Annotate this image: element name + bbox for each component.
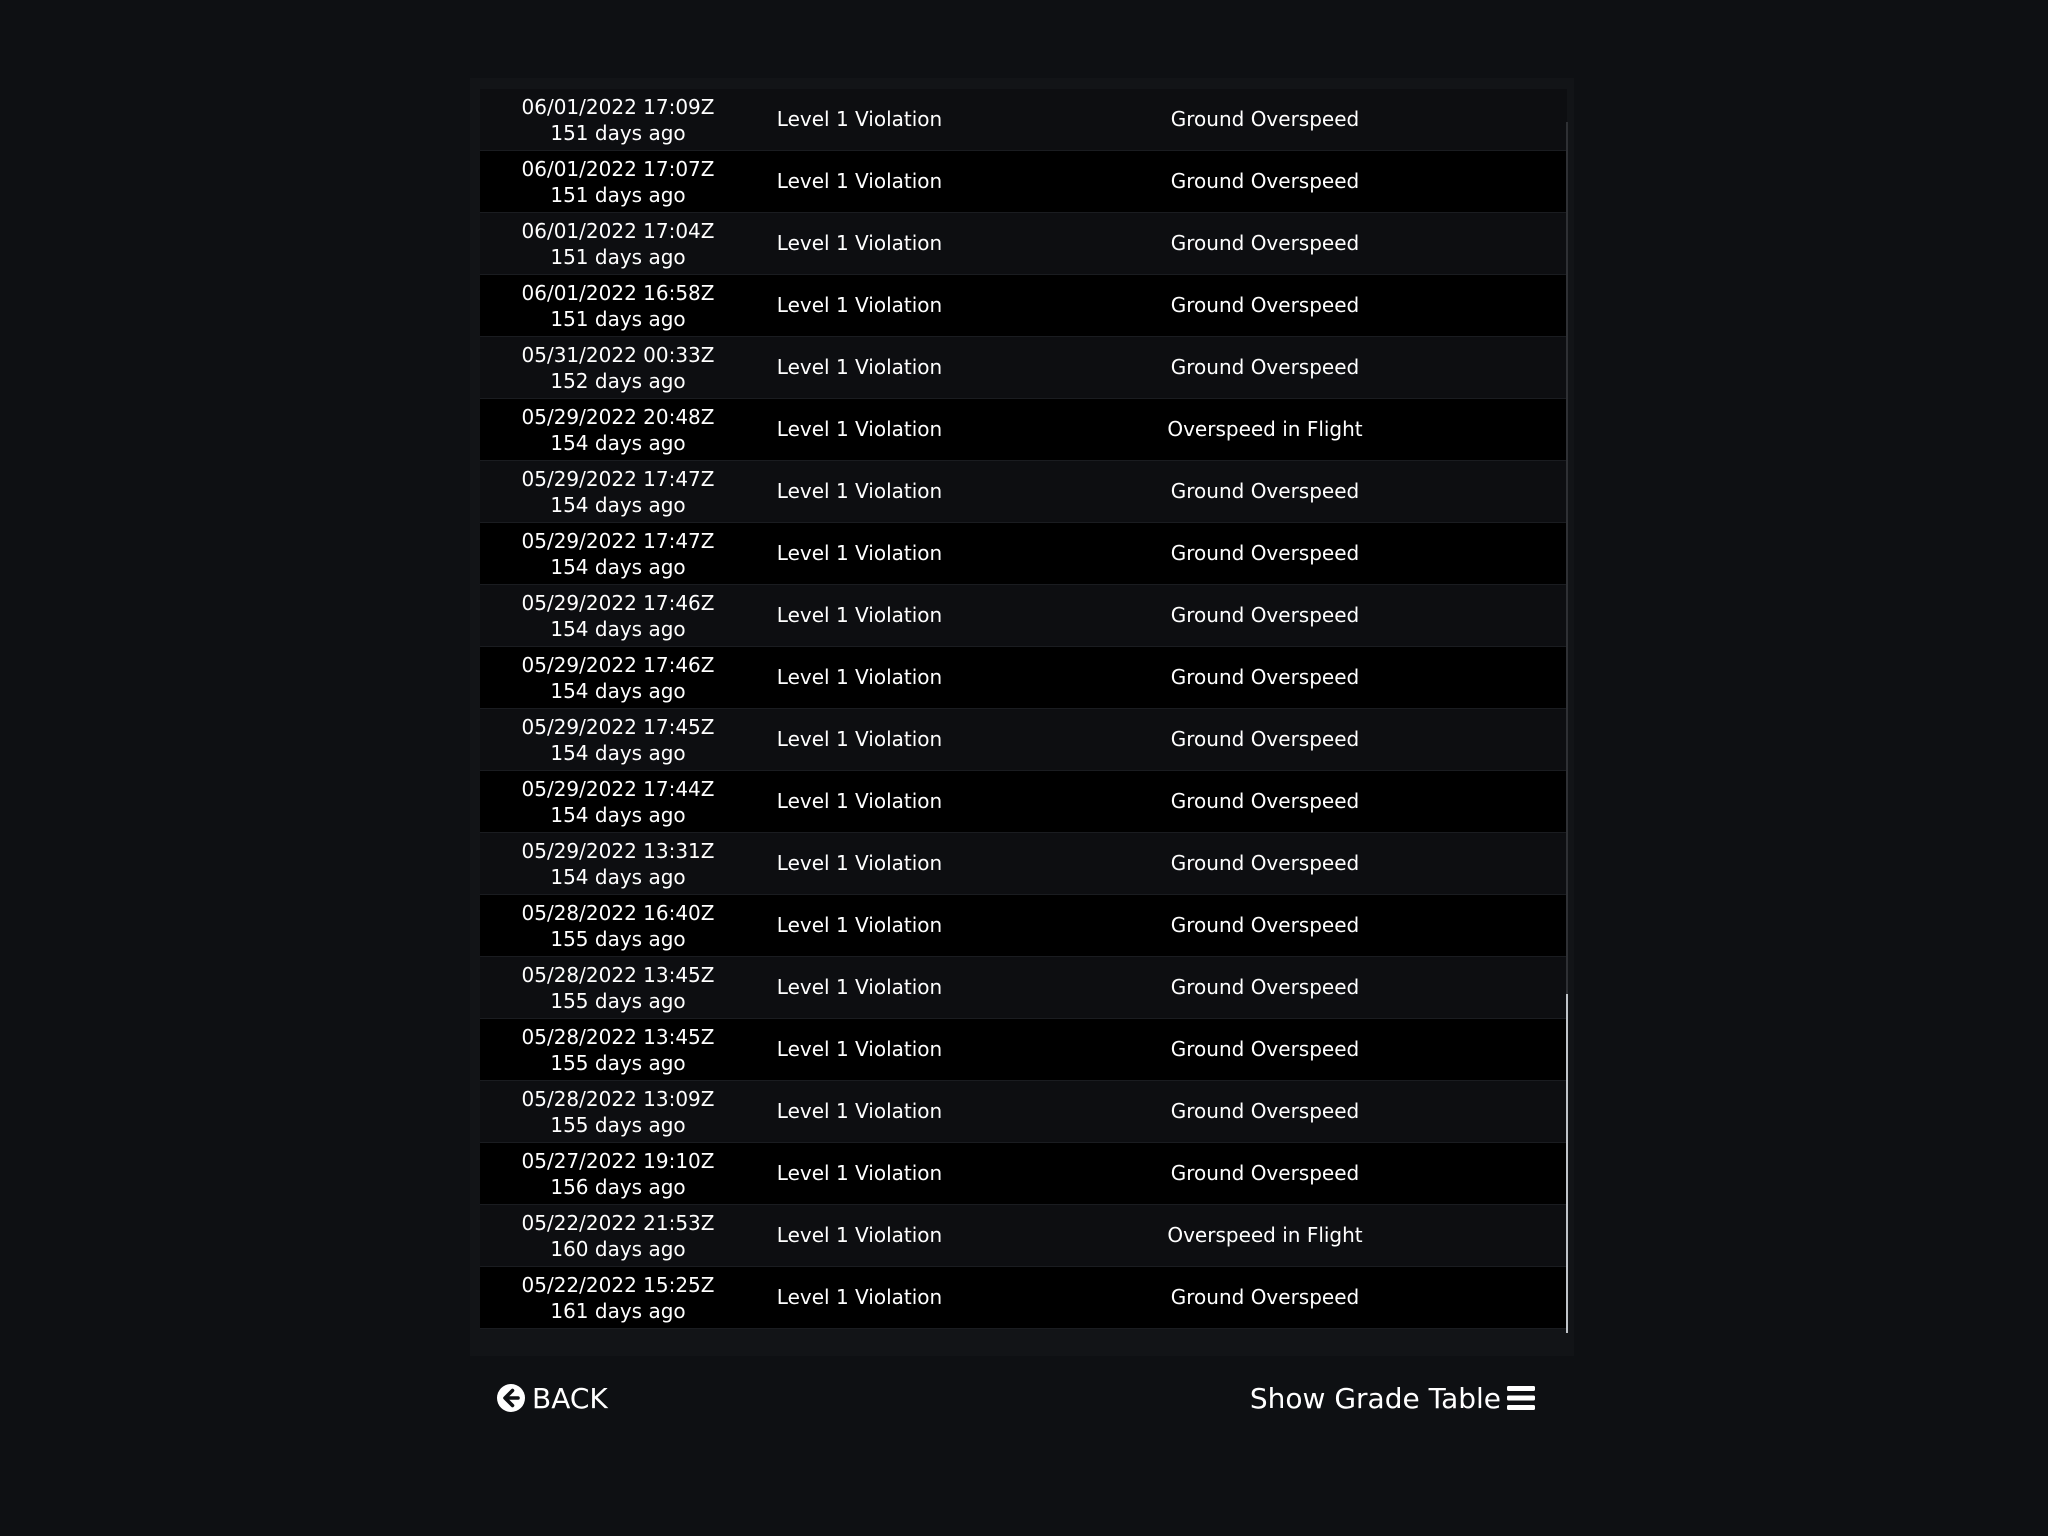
type-cell: Level 1 Violation [776,975,943,999]
description-cell: Ground Overspeed [1170,851,1360,875]
table-row[interactable] [480,275,1567,337]
event-timestamp: 05/29/2022 13:31Z [521,839,715,863]
table-row[interactable] [480,151,1567,213]
show-grade-table-button[interactable] [1250,1378,1535,1418]
date-cell [480,1148,756,1200]
event-relative-age: 151 days ago [550,245,686,269]
event-timestamp: 05/29/2022 17:47Z [521,467,715,491]
description-cell: Ground Overspeed [1170,665,1360,689]
description-cell: Ground Overspeed [1170,293,1360,317]
event-relative-age: 154 days ago [550,493,686,517]
table-row[interactable] [480,1205,1567,1267]
event-relative-age: 152 days ago [550,369,686,393]
table-row[interactable] [480,89,1567,151]
event-relative-age: 154 days ago [550,741,686,765]
description-cell: Ground Overspeed [1170,1285,1360,1309]
date-cell [480,962,756,1014]
event-relative-age: 161 days ago [550,1299,686,1323]
date-cell [480,652,756,704]
event-relative-age: 154 days ago [550,865,686,889]
description-cell: Ground Overspeed [1170,603,1360,627]
event-timestamp: 05/29/2022 17:44Z [521,777,715,801]
event-timestamp: 05/29/2022 17:46Z [521,591,715,615]
table-row[interactable] [480,771,1567,833]
event-timestamp: 05/28/2022 13:45Z [521,1025,715,1049]
show-grade-table-label: Show Grade Table [1249,1381,1501,1415]
type-cell: Level 1 Violation [776,851,943,875]
table-row[interactable] [480,399,1567,461]
description-cell: Ground Overspeed [1170,541,1360,565]
description-cell: Ground Overspeed [1170,355,1360,379]
date-cell [480,404,756,456]
event-relative-age: 154 days ago [550,803,686,827]
description-cell: Ground Overspeed [1170,727,1360,751]
type-cell: Level 1 Violation [776,231,943,255]
back-label: BACK [532,1381,608,1415]
type-cell: Level 1 Violation [776,479,943,503]
description-cell: Ground Overspeed [1170,1161,1360,1185]
table-row[interactable] [480,585,1567,647]
event-timestamp: 05/29/2022 17:47Z [521,529,715,553]
date-cell [480,156,756,208]
description-cell: Ground Overspeed [1170,107,1360,131]
date-cell [480,1086,756,1138]
event-timestamp: 06/01/2022 17:09Z [521,95,715,119]
table-row[interactable] [480,337,1567,399]
description-cell: Overspeed in Flight [1167,417,1363,441]
event-relative-age: 154 days ago [550,431,686,455]
date-cell [480,838,756,890]
type-cell: Level 1 Violation [776,727,943,751]
event-timestamp: 06/01/2022 17:07Z [521,157,715,181]
table-row[interactable] [480,895,1567,957]
arrow-circle-left-icon [496,1383,526,1413]
date-cell [480,528,756,580]
type-cell: Level 1 Violation [776,1099,943,1123]
type-cell: Level 1 Violation [776,603,943,627]
description-cell: Ground Overspeed [1170,1099,1360,1123]
table-row[interactable] [480,1019,1567,1081]
event-relative-age: 154 days ago [550,555,686,579]
description-cell: Ground Overspeed [1170,975,1360,999]
type-cell: Level 1 Violation [776,1161,943,1185]
event-relative-age: 155 days ago [550,1051,686,1075]
type-cell: Level 1 Violation [776,1037,943,1061]
event-relative-age: 156 days ago [550,1175,686,1199]
table-row[interactable] [480,957,1567,1019]
table-body-scroll[interactable] [480,95,1567,1333]
type-cell: Level 1 Violation [776,355,943,379]
event-relative-age: 154 days ago [550,679,686,703]
date-cell [480,900,756,952]
type-cell: Level 1 Violation [776,1285,943,1309]
table-row[interactable] [480,523,1567,585]
event-relative-age: 155 days ago [550,989,686,1013]
event-relative-age: 155 days ago [550,1113,686,1137]
event-timestamp: 05/29/2022 17:45Z [521,715,715,739]
type-cell: Level 1 Violation [776,665,943,689]
scrollbar-thumb[interactable] [1566,994,1568,1333]
date-cell [480,1210,756,1262]
date-cell [480,94,756,146]
event-timestamp: 06/01/2022 17:04Z [521,219,715,243]
event-relative-age: 151 days ago [550,183,686,207]
event-timestamp: 05/28/2022 13:45Z [521,963,715,987]
table-row[interactable] [480,709,1567,771]
event-relative-age: 151 days ago [550,307,686,331]
event-relative-age: 154 days ago [550,617,686,641]
type-cell: Level 1 Violation [776,417,943,441]
description-cell: Overspeed in Flight [1167,1223,1363,1247]
table-row[interactable] [480,1143,1567,1205]
date-cell [480,342,756,394]
description-cell: Ground Overspeed [1170,913,1360,937]
date-cell [480,714,756,766]
event-timestamp: 05/22/2022 21:53Z [521,1211,715,1235]
date-cell [480,1024,756,1076]
hamburger-menu-icon [1507,1385,1535,1411]
event-relative-age: 151 days ago [550,121,686,145]
type-cell: Level 1 Violation [776,293,943,317]
table-row[interactable] [480,213,1567,275]
event-timestamp: 05/28/2022 13:09Z [521,1087,715,1111]
type-cell: Level 1 Violation [776,107,943,131]
event-timestamp: 05/27/2022 19:10Z [521,1149,715,1173]
type-cell: Level 1 Violation [776,541,943,565]
date-cell [480,590,756,642]
type-cell: Level 1 Violation [776,789,943,813]
date-cell [480,1272,756,1324]
table-row[interactable] [480,833,1567,895]
type-cell: Level 1 Violation [776,913,943,937]
event-timestamp: 05/29/2022 17:46Z [521,653,715,677]
event-relative-age: 160 days ago [550,1237,686,1261]
description-cell: Ground Overspeed [1170,169,1360,193]
description-cell: Ground Overspeed [1170,479,1360,503]
event-timestamp: 05/22/2022 15:25Z [521,1273,715,1297]
date-cell [480,218,756,270]
type-cell: Level 1 Violation [776,1223,943,1247]
date-cell [480,466,756,518]
table-body [480,89,1567,1329]
table-scrollbar[interactable] [1566,122,1568,1333]
table-row[interactable] [480,1267,1567,1329]
event-timestamp: 06/01/2022 16:58Z [521,281,715,305]
date-cell [480,280,756,332]
date-cell [480,776,756,828]
table-row[interactable] [480,647,1567,709]
description-cell: Ground Overspeed [1170,231,1360,255]
event-timestamp: 05/28/2022 16:40Z [521,901,715,925]
description-cell: Ground Overspeed [1170,1037,1360,1061]
event-timestamp: 05/29/2022 20:48Z [521,405,715,429]
type-cell: Level 1 Violation [776,169,943,193]
description-cell: Ground Overspeed [1170,789,1360,813]
event-relative-age: 155 days ago [550,927,686,951]
table-row[interactable] [480,1081,1567,1143]
event-timestamp: 05/31/2022 00:33Z [521,343,715,367]
table-row[interactable] [480,461,1567,523]
back-button[interactable] [496,1378,608,1418]
